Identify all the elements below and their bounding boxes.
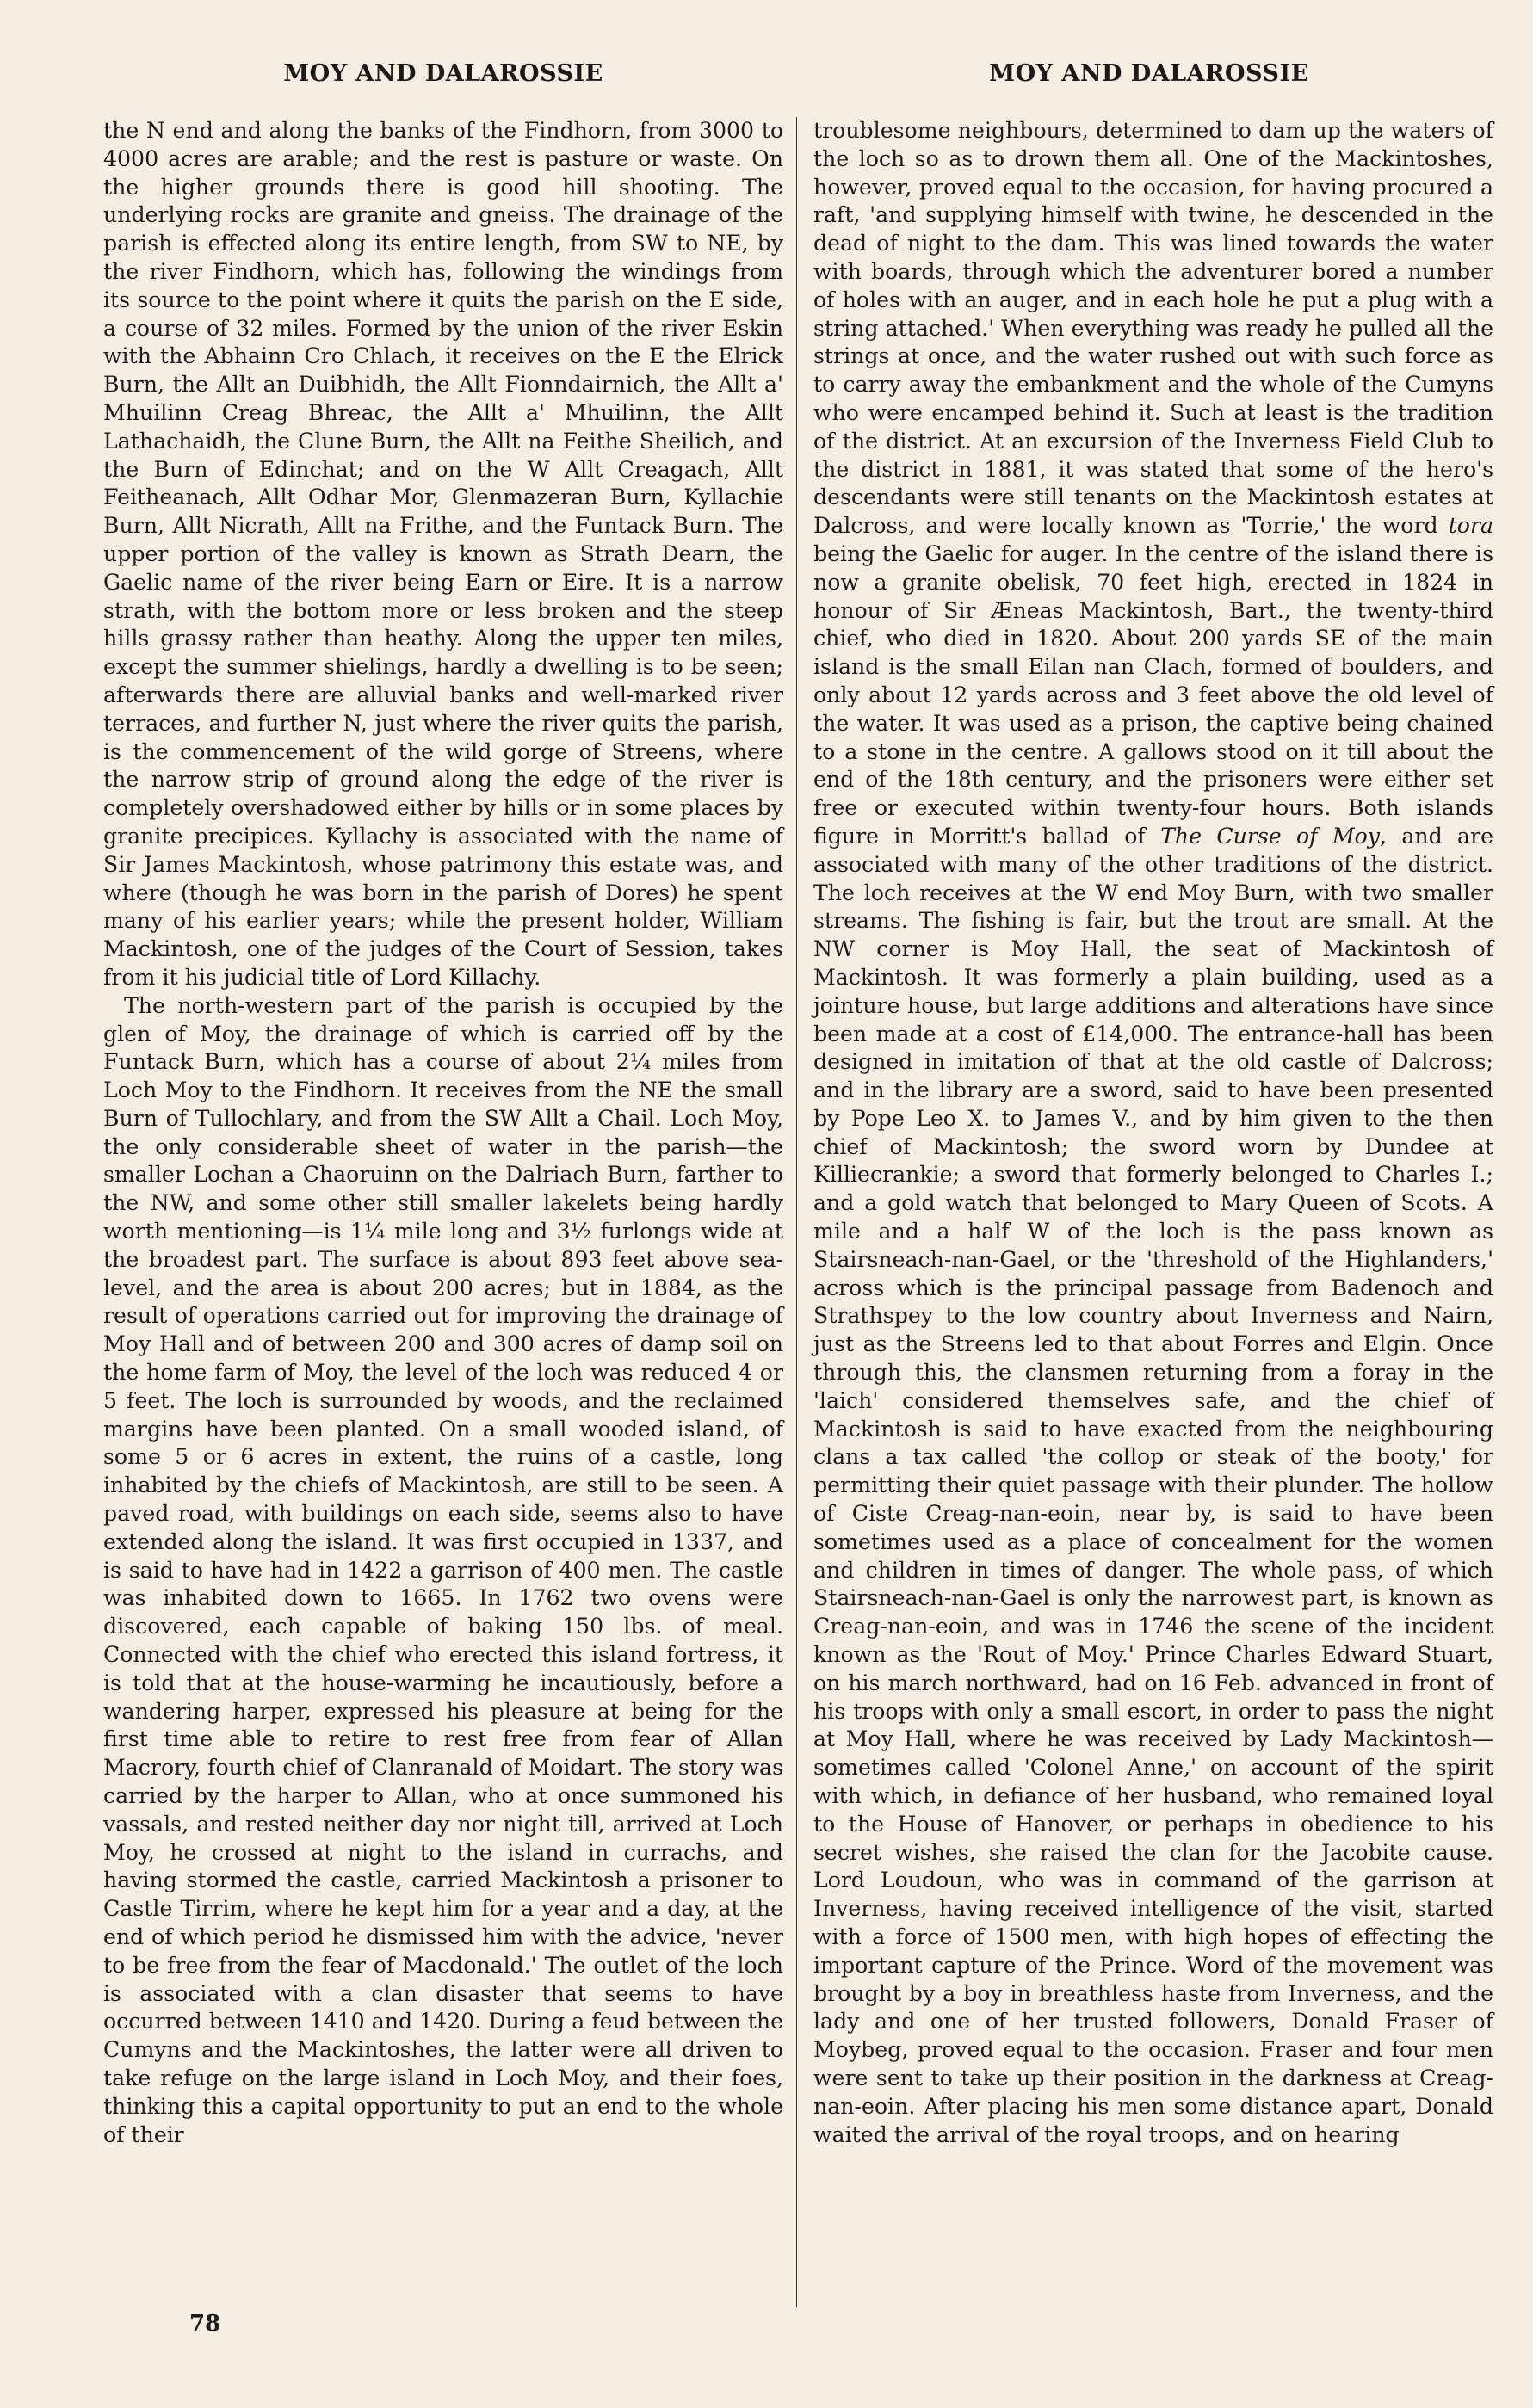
page-number: 78: [189, 2311, 221, 2337]
italic-title: The Curse of Moy: [1160, 823, 1381, 849]
paragraph: The north-western part of the parish is occupied by the glen of Moy, the drainage of which is carried off by the Funtack Burn, which has a course of about 2¼ miles from Loch Moy to the Findhorn. It receives from the NE the small Burn of Tullochlary, and from the SW Allt a Chail. Loch Moy, the only considerable sheet of water in the parish—the smaller Lochan a Chaoruinn on the Dalriach Burn, farther to the NW, and some other still smaller lakelets being hardly worth mentioning—is 1¼ mile long and 3½ furlongs wide at the broadest part. The surface is about 893 feet above sea-level, and the area is about 200 acres; but in 1884, as the result of operations carried out for improving the drainage of Moy Hall and of between 200 and 300 acres of damp soil on the home farm of Moy, the level of the loch was reduced 4 or 5 feet. The loch is surrounded by woods, and the reclaimed margins have been planted. On a small wooded island, of some 5 or 6 acres in extent, the ruins of a castle, long inhabited by the chiefs of Mackintosh, are still to be seen. A paved road, with buildings on each side, seems also to have extended along the island. It was first occupied in 1337, and is said to have had in 1422 a garrison of 400 men. The castle was inhabited down to 1665. In 1762 two ovens were discovered, each capable of baking 150 lbs. of meal. Connected with the chief who erected this island fortress, it is told that at the house-warming he incautiously, before a wandering harper, expressed his pleasure at being for the first time able to retire to rest free from fear of Allan Macrory, fourth chief of Clanranald of Moidart. The story was carried by the harper to Allan, who at once summoned his vassals, and rested neither day nor night till, arrived at Loch Moy, he crossed at night to the island in currachs, and having stormed the castle, carried Mackintosh a prisoner to Castle Tirrim, where he kept him for a year and a day, at the end of which period he dismissed him with the advice, 'never to be free from the fear of Macdonald.' The outlet of the loch is associated with a clan disaster that seems to have occurred between 1410 and 1420. During a feud between the Cumyns and the Mackintoshes, the latter were all driven to take refuge on the large island in Loch Moy, and their foes, thinking this a capital opportunity to put an end to the whole of their: [103, 992, 783, 2147]
running-head-right: MOY AND DALAROSSIE: [989, 60, 1309, 87]
italic-term: tora: [1448, 513, 1493, 539]
paragraph: [813, 117, 1493, 2149]
text-run: being the Gaelic for auger. In the centre of the island there is now a granite obelisk, 70 feet high, erected in 1824 in honour of Sir Æneas Mackintosh, Bart., the twenty-third chief, who died in 1820. About 200 yards SE of the main island is the small Eilan nan Clach, formed of boulders, and only about 12 yards across and 3 feet above the old level of the water. It was used as a prison, the captive being chained to a stone in the centre. A gallows stood on it till about the end of the 18th century, and the prisoners were either set free or executed within twenty-four hours. Both islands figure in Morritt's ballad of: [813, 540, 1493, 849]
text-run: , and are associated with many of the other traditions of the district. The loch receives at the W end Moy Burn, with two smaller streams. The fishing is fair, but the trout are small. At the NW corner is Moy Hall, the seat of Mackintosh of Mackintosh. It was formerly a plain building, used as a jointure house, but large additions and alterations have since been made at a cost of £14,000. The entrance-hall has been designed in imitation of that at the old castle of Dalcross; and in the library are a sword, said to have been presented by Pope Leo X. to James V., and by him given to the then chief of Mackintosh; the sword worn by Dundee at Killiecrankie; a sword that formerly belonged to Charles I.; and a gold watch that belonged to Mary Queen of Scots. A mile and a half W of the loch is the pass known as Stairsneach-nan-Gael, or the 'threshold of the Highlanders,' across which is the principal passage from Badenoch and Strathspey to the low country about Inverness and Nairn, just as the Streens led to that about Forres and Elgin. Once through this, the clansmen returning from a foray in the 'laich' considered themselves safe, and the chief of Mackintosh is said to have exacted from the neighbouring clans a tax called 'the collop or steak of the booty,' for permitting their quiet passage with their plunder. The hollow of Ciste Creag-nan-eoin, near by, is said to have been sometimes used as a place of concealment for the women and children in times of danger. The whole pass, of which Stairsneach-nan-Gael is only the narrowest part, is known as Creag-nan-eoin, and was in 1746 the scene of the incident known as the 'Rout of Moy.' Prince Charles Edward Stuart, on his march northward, had on 16 Feb. advanced in front of his troops with only a small escort, in order to pass the night at Moy Hall, where he was received by Lady Mackintosh—sometimes called 'Colonel Anne,' on account of the spirit with which, in defiance of her husband, who remained loyal to the House of Hanover, or perhaps in obedience to his secret wishes, she raised the clan for the Jacobite cause. Lord Loudoun, who was in command of the garrison at Inverness, having received intelligence of the visit, started with a force of 1500 men, with high hopes of effecting the important capture of the Prince. Word of the movement was brought by a boy in breathless haste from Inverness, and the lady and one of her trusted followers, Donald Fraser of Moybeg, proved equal to the occasion. Fraser and four men were sent to take up their position in the darkness at Creag-nan-eoin. After placing his men some distance apart, Donald waited the arrival of the royal troops, and on hearing: [813, 823, 1494, 2147]
text-run: troublesome neighbours, determined to dam up the waters of the loch so as to drown them all. One of the Mackintoshes, however, proved equal to the occasion, for having procured a raft, 'and supplying himself with twine, he descended in the dead of night to the dam. This was lined towards the water with boards, through which the adventurer bored a number of holes with an auger, and in each hole he put a plug with a string attached.' When everything was ready he pulled all the strings at once, and the water rushed out with such force as to carry away the embankment and the whole of the Cumyns who were encamped behind it. Such at least is the tradition of the district. At an excursion of the Inverness Field Club to the district in 1881, it was stated that some of the hero's descendants were still tenants on the Mackintosh estates at Dalcross, and were locally known as 'Torrie,' the word: [813, 118, 1493, 539]
right-column: [813, 117, 1493, 2149]
column-divider: [796, 117, 797, 2307]
paragraph: the N end and along the banks of the Findhorn, from 3000 to 4000 acres are arable; and the rest is pasture or waste. On the higher grounds there is good hill shooting. The underlying rocks are granite and gneiss. The drainage of the parish is effected along its entire length, from SW to NE, by the river Findhorn, which has, following the windings from its source to the point where it quits the parish on the E side, a course of 32 miles. Formed by the union of the river Eskin with the Abhainn Cro Chlach, it receives on the E the Elrick Burn, the Allt an Duibhidh, the Allt Fionndairnich, the Allt a' Mhuilinn Creag Bhreac, the Allt a' Mhuilinn, the Allt Lathachaidh, the Clune Burn, the Allt na Feithe Sheilich, and the Burn of Edinchat; and on the W Allt Creagach, Allt Feitheanach, Allt Odhar Mor, Glenmazeran Burn, Kyllachie Burn, Allt Nicrath, Allt na Frithe, and the Funtack Burn. The upper portion of the valley is known as Strath Dearn, the Gaelic name of the river being Earn or Eire. It is a narrow strath, with the bottom more or less broken and the steep hills grassy rather than heathy. Along the upper ten miles, except the summer shielings, hardly a dwelling is to be seen; afterwards there are alluvial banks and well-marked river terraces, and further N, just where the river quits the parish, is the commencement of the wild gorge of Streens, where the narrow strip of ground along the edge of the river is completely overshadowed either by hills or in some places by granite precipices. Kyllachy is associated with the name of Sir James Mackintosh, whose patrimony this estate was, and where (though he was born in the parish of Dores) he spent many of his earlier years; while the present holder, William Mackintosh, one of the judges of the Court of Session, takes from it his judicial title of Lord Killachy.: [103, 118, 783, 990]
left-column: [103, 117, 783, 2149]
running-head-left: MOY AND DALAROSSIE: [283, 60, 603, 87]
